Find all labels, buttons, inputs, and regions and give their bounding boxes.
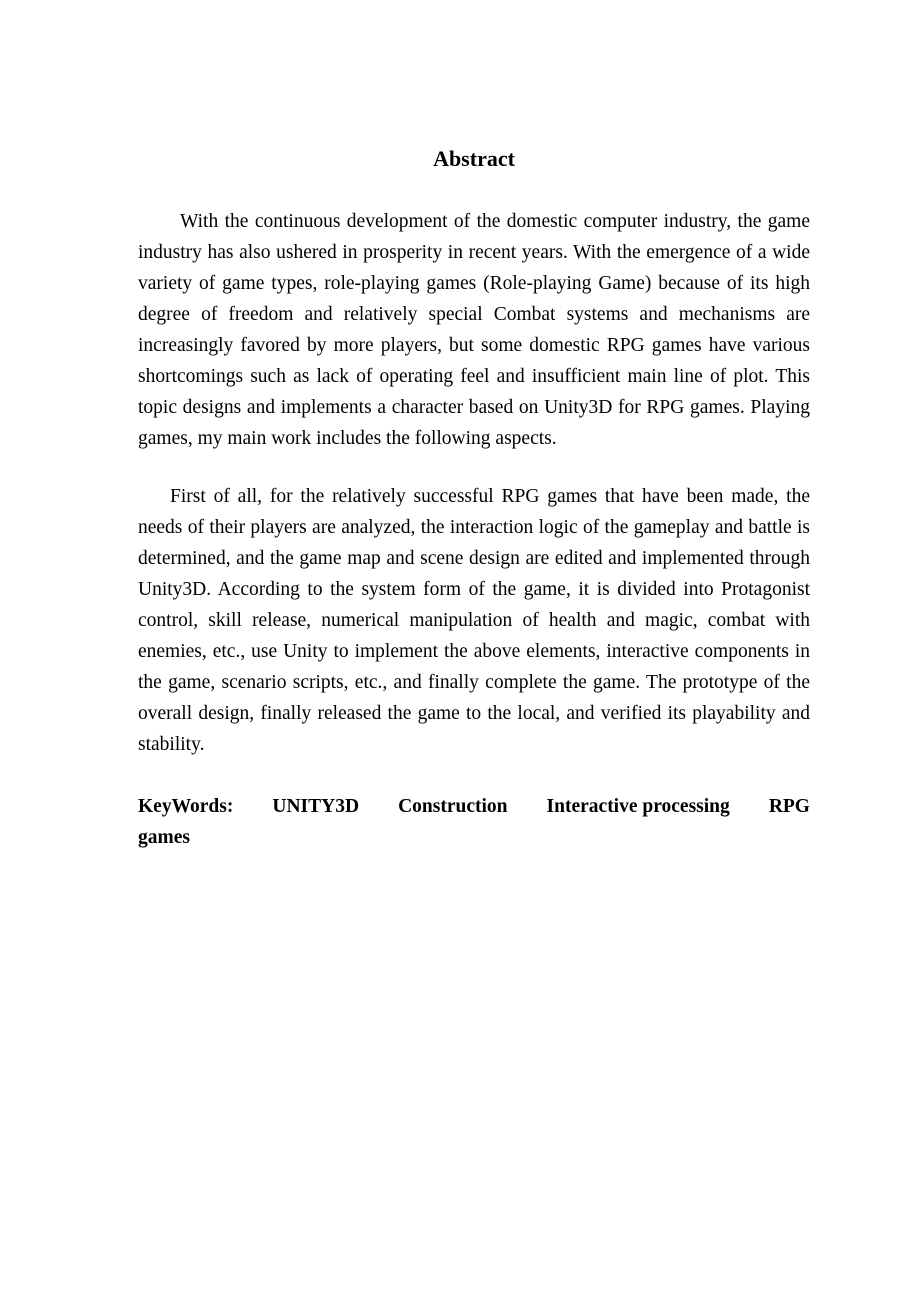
keywords-section bbox=[138, 791, 810, 853]
keywords-line bbox=[138, 791, 810, 822]
abstract-paragraph-2: First of all, for the relatively successful RPG games that have been made, the needs of their players are analyzed, the interaction logic of the gameplay and battle is determined, and the game map and scene design are edited and implemented through Unity3D. According to the system form of the game, it is divided into Protagonist control, skill release, numerical manipulation of health and magic, combat with enemies, etc., use Unity to implement the above elements, interactive components in the game, scenario scripts, etc., and finally complete the game. The prototype of the overall design, finally released the game to the local, and verified its playability and stability. bbox=[138, 486, 810, 755]
keyword-item-continuation: games bbox=[138, 827, 190, 848]
keyword-item: Interactive processing bbox=[546, 796, 730, 817]
abstract-paragraph-1: With the continuous development of the domestic computer industry, the game industry has also ushered in prosperity in recent years. With the emergence of a wide variety of game types, role-playing games (Role-playing Game) because of its high degree of freedom and relatively special Combat systems and mechanisms are increasingly favored by more players, but some domestic RPG games have various shortcomings such as lack of operating feel and insufficient main line of plot. This topic designs and implements a character based on Unity3D for RPG games. Playing games, my main work includes the following aspects. bbox=[138, 211, 810, 449]
keyword-item: RPG bbox=[768, 796, 810, 817]
page-title: Abstract bbox=[433, 146, 515, 171]
keyword-item: Construction bbox=[398, 796, 508, 817]
keywords-label: KeyWords: bbox=[138, 796, 234, 817]
keyword-item: UNITY3D bbox=[272, 796, 360, 817]
